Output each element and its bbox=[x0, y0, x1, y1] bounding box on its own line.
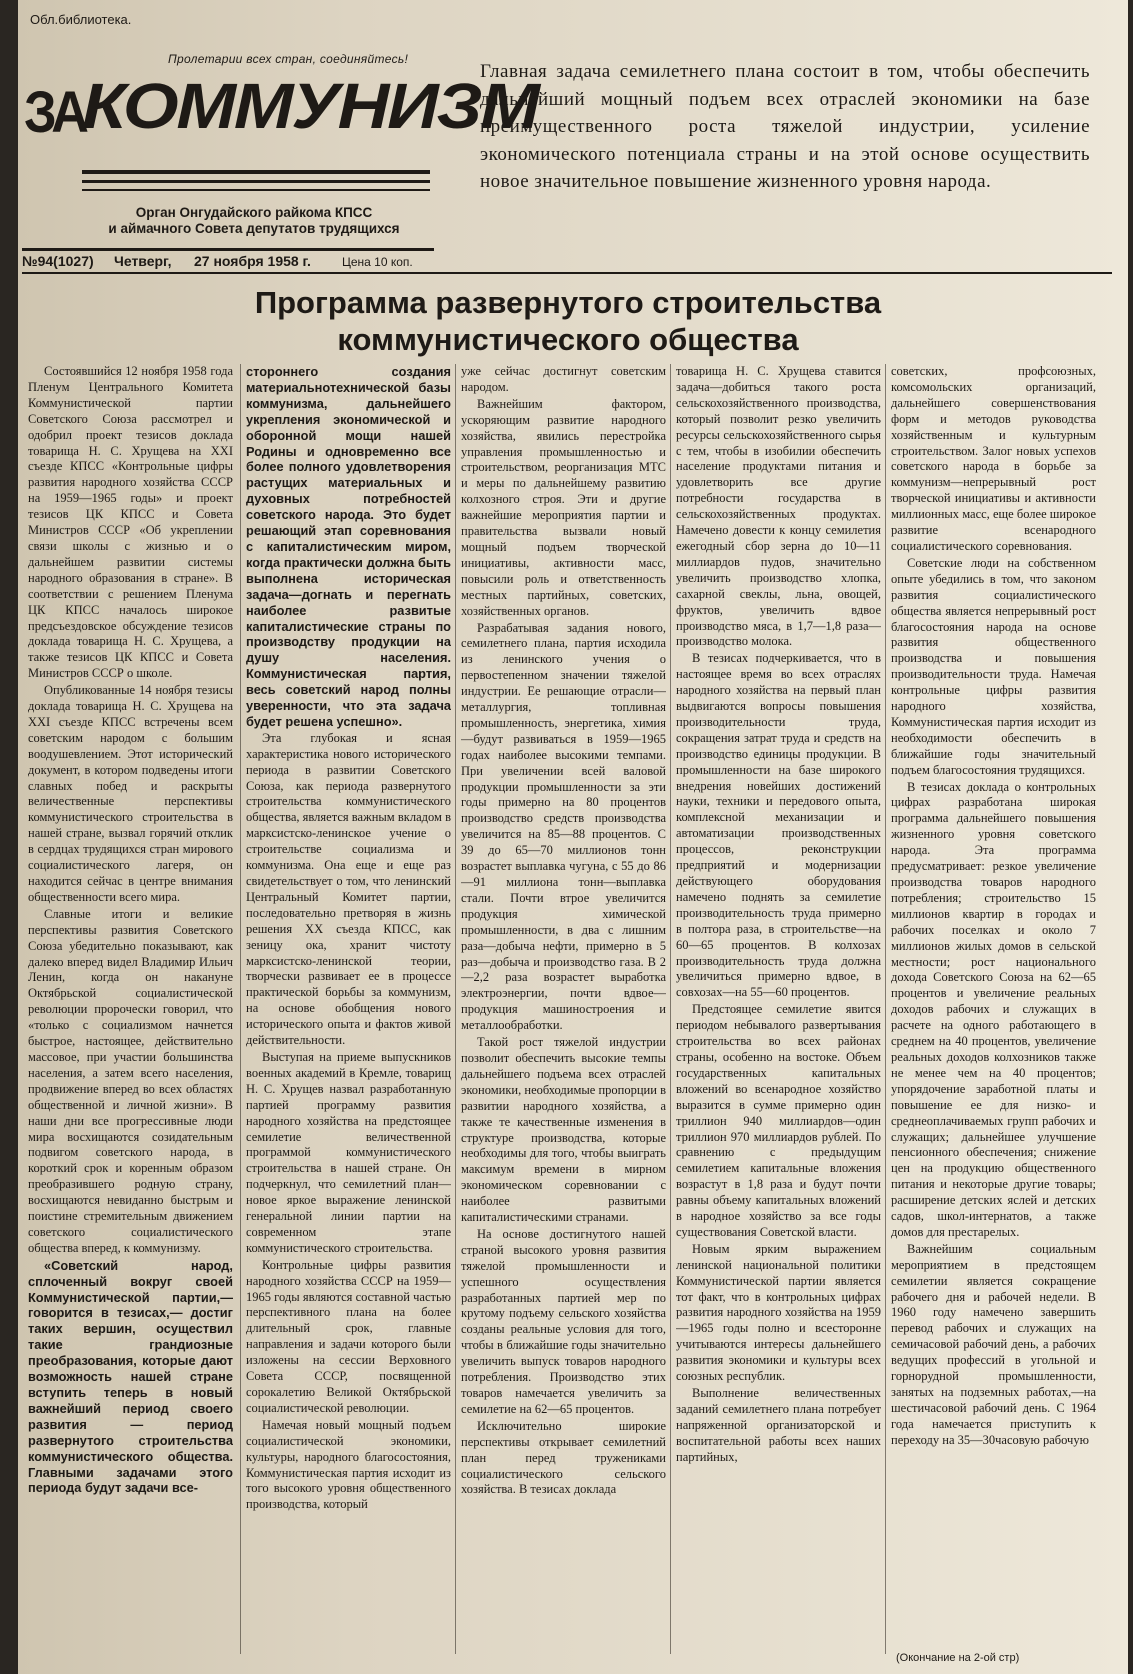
article-column bbox=[891, 364, 1096, 1649]
article-column bbox=[676, 364, 881, 1649]
article-paragraph: Важнейшим фактором, ускоряющим развитие народного хозяйства, явились перестройка управления промышленностью и строительством, реорганизация МТС и меры по дальнейшему развитию колхозного строя. Эти и другие важнейшие мероприятия партии и правительства вызвали новый мощный подъем творческой инициативы, активности масс, повысили роль и ответственность местных партийных, советских, хозяйственных органов. bbox=[461, 396, 666, 618]
article-paragraph: На основе достигнутого нашей страной высокого уровня развития тяжелой промышленности и успешного осуществления разработанных партией мер по крутому подъему сельского хозяйства созданы реальные условия для того, чтобы в ближайшие годы значительно увеличить выпуск товаров народного потребления. Производство этих товаров намечается увеличить за семилетие на 62—65 процентов. bbox=[461, 1226, 666, 1416]
article-column bbox=[246, 364, 451, 1649]
article-paragraph: Важнейшим социальным мероприятием в предстоящем семилетии является сокращение рабочего дня и рабочей недели. В 1960 году намечено завершить перевод рабочих и служащих на семичасовой рабочий день, а рабочих ведущих профессий в угольной и горнорудной промышленности, занятых на подземных работах,—на шестичасовой рабочий день. С 1964 года намечается приступить к переходу на 35—30часовую рабочую bbox=[891, 1241, 1096, 1447]
article-paragraph: Контрольные цифры развития народного хозяйства СССР на 1959—1965 годы являются составной частью перспективного плана на более длительный срок, главные направления и задачи которого были изложены на сессии Верховного Совета СССР, посвященной сорокалетию Великой Октябрьской социалистической революции. bbox=[246, 1257, 451, 1415]
article-paragraph: Такой рост тяжелой индустрии позволит обеспечить высокие темпы дальнейшего подъема всех отраслей экономики, необходимые пропорции в развитии народного хозяйства, а также те качественные изменения в структуре производства, которые необходимы для того, чтобы выиграть максимум времени в мирном экономическом соревновании с наиболее развитыми капиталистическими странами. bbox=[461, 1035, 666, 1225]
issue-price: Цена 10 коп. bbox=[342, 255, 413, 269]
article-column bbox=[461, 364, 666, 1649]
masthead-title: КОММУНИЗМ bbox=[82, 70, 538, 142]
continuation-note: (Окончание на 2-ой стр) bbox=[896, 1652, 1020, 1664]
article-paragraph: В тезисах доклада о контрольных цифрах разработана широкая программа дальнейшего повышения жизненного уровня советского народа. Эта программа предусматривает: резкое увеличение производства товаров народного потребления; строительство 15 миллионов квартир в городах и рабочих поселках и около 7 миллионов жилых домов в сельской местности; рост национального дохода Советского Союза на 62—65 процентов и увеличение реальных доходов рабочих и служащих в расчете на одного работающего в среднем на 40 процентов, увеличение реальных доходов колхозников также не менее чем на 40 процентов; упорядочение заработной платы и повышение ее для низко- и среднеоплачиваемых групп рабочих и служащих; дальнейшее улучшение пенсионного обеспечения; снижение цен на продукцию общественного питания и некоторые другие товары; расширение детских яслей и детских садов, школ-интернатов, а также домов для престарелых. bbox=[891, 779, 1096, 1239]
article-paragraph: Предстоящее семилетие явится периодом небывалого развертывания строительства во всех районах страны, особенно на востоке. Объем государственных капитальных вложений во всенародное хозяйство выразится в сумме примерно один триллион 940 миллиардов—один триллион 970 миллиардов рублей. По сравнению с предыдущим семилетием капитальные вложения возрастут в 1,8 раза и будут почти равны объему капитальных вложений в народное хозяйство за все годы существования Советской власти. bbox=[676, 1002, 881, 1239]
slogan: Пролетарии всех стран, соединяйтесь! bbox=[168, 52, 409, 66]
issue-bar bbox=[22, 248, 434, 273]
article-paragraph: Выступая на приеме выпускников военных академий в Кремле, товарищ Н. С. Хрущев назвал разработанную партией программу развития народного хозяйства на предстоящее семилетие величественной программой коммунистического строительства в нашей стране. Он подчеркнул, что семилетний план—новое яркое выражение ленинской генеральной линии партии на современном этапе коммунистического строительства. bbox=[246, 1049, 451, 1255]
header-rule bbox=[22, 272, 1112, 274]
masthead-rule bbox=[82, 189, 430, 191]
article-paragraph: уже сейчас достигнут советским народом. bbox=[461, 364, 666, 394]
issue-number: №94(1027) bbox=[22, 253, 94, 269]
organ-line-1: Орган Онгудайского райкома КПСС bbox=[135, 205, 373, 220]
article-paragraph: Намечая новый мощный подъем социалистической экономики, культуры, народного благосостояния, Коммунистическая партия исходит из того высокого уровня общественного производства, который bbox=[246, 1417, 451, 1512]
column-separator bbox=[670, 364, 671, 1654]
article-column bbox=[28, 364, 233, 1649]
article-paragraph: Исключительно широкие перспективы открывает семилетний план перед тружениками социалистического сельского хозяйства. В тезисах доклада bbox=[461, 1418, 666, 1497]
masthead-rule bbox=[82, 180, 430, 183]
headline-line-2: коммунистического общества bbox=[337, 322, 799, 357]
organ-line bbox=[74, 205, 434, 237]
column-separator bbox=[240, 364, 241, 1654]
masthead bbox=[24, 70, 538, 200]
masthead-rule bbox=[82, 170, 430, 174]
newspaper-page bbox=[18, 0, 1128, 1674]
article-paragraph: «Советский народ, сплоченный вокруг своей Коммунистической партии,— говорится в тезисах,— достиг таких вершин, осуществил такие грандиозные преобразования, которые дают возможность нашей стране вступить теперь в новый важнейший период своего развития — период развернутого строительства коммунистического общества. Главными задачами этого периода будут задачи все- bbox=[28, 1257, 233, 1496]
article-paragraph: Опубликованные 14 ноября тезисы доклада товарища Н. С. Хрущева на XXI съезде КПСС встречены всем советским народом с большим воодушевлением. Этот исторический документ, в котором подведены итоги славных побед и раскрыты величественные перспективы коммунистического строительства в нашей стране, вызвал горячий отклик в сердцах трудящихся стран мирового социалистического лагеря, он находится сейчас в центре внимания общественности всего мира. bbox=[28, 683, 233, 904]
lead-quote: Главная задача семилетнего плана состоит в том, чтобы обеспечить дальнейший мощный подъем всех отраслей экономики на базе преимущественного роста тяжелой индустрии, усиление экономического потенциала страны и на этой основе осуществить новое значительное повышение жизненного уровня народа. bbox=[480, 61, 1090, 192]
article-paragraph: советских, профсоюзных, комсомольских организаций, дальнейшего совершенствования форм и методов руководства хозяйственным и культурным строительством. Залог новых успехов советского народа в борьбе за коммунизм—непрерывный рост творческой инициативы и активности миллионных масс, еще более широкое развитие всенародного социалистического соревнования. bbox=[891, 364, 1096, 553]
article-paragraph: Советские люди на собственном опыте убедились в том, что законом развития социалистического общества является непрерывный рост благосостояния народа на основе развития общественного производства и повышения производительности труда. Намечая контрольные цифры развития народного хозяйства, Коммунистическая партия исходит из необходимости обеспечить в ближайшие годы значительный подъем благосостояния трудящихся. bbox=[891, 555, 1096, 777]
article-paragraph: Славные итоги и великие перспективы развития Советского Союза убедительно показывают, как далеко вперед видел Владимир Ильич Ленин, когда он накануне Октябрьской социалистической революции пророчески говорил, что «только с социализмом начнется быстрое, настоящее, действительно массовое, при участии большинства населения, а затем всего населения, продвижение вперед во всех областях общественной и личной жизни». В наши дни все прогрессивные люди мира восхищаются созидательным подвигом советского народа, в короткий срок и коренным образом преобразившего родную страну, восхищаются невиданно быстрым и поистине стремительным движением советского социалистического общества вперед, к коммунизму. bbox=[28, 906, 233, 1255]
article-paragraph: Выполнение величественных заданий семилетнего плана потребует напряженной организаторской и воспитательной работы всех наших партийных, bbox=[676, 1386, 881, 1464]
column-separator bbox=[885, 364, 886, 1654]
headline bbox=[118, 284, 1018, 358]
article-paragraph: стороннего создания материальнотехнической базы коммунизма, дальнейшего укрепления экономической и оборонной мощи нашей Родины и одновременно все более полного удовлетворения растущих материальных и духовных потребностей советского народа. Это будет решающий этап соревнования с капиталистическим миром, когда практически должна быть выполнена историческая задача—догнать и перегнать наиболее развитые капиталистические страны по производству продукции на душу населения. Коммунистическая партия, весь советский народ полны уверенности, что эта задача будет решена успешно». bbox=[246, 364, 451, 729]
article-paragraph: Разрабатывая задания нового, семилетнего плана, партия исходила из ленинского учения о первостепенном значении тяжелой индустрии. Ее решающие отрасли—металлургия, топливная промышленность, энергетика, химия—будут развиваться в 1959—1965 годах наиболее высокими темпами. При увеличении всей валовой продукции промышленности за эти годы примерно на 80 процентов производство средств производства увеличится на 85—88 процентов. С 39 до 65—70 миллионов тонн возрастет выплавка чугуна, с 55 до 86—91 миллиона тонн—выплавка стали. Почти втрое увеличится продукция химической промышленности, в два с лишним раза—добыча нефти, примерно в 5 раз—добыча и производство газа. В 2—2,2 раза возрастет выработка электроэнергии, почти вдвое—продукция машиностроения и металлообработки. bbox=[461, 620, 666, 1033]
headline-line-1: Программа развернутого строительства bbox=[254, 285, 882, 320]
library-stamp: Обл.библиотека. bbox=[30, 12, 132, 27]
article-paragraph: Состоявшийся 12 ноября 1958 года Пленум Центрального Комитета Коммунистической партии Советского Союза рассмотрел и одобрил проект тезисов доклада товарища Н. С. Хрущева на XXI съезде КПСС «Контрольные цифры развития народного хозяйства СССР на 1959—1965 годы» и проект тезисов ЦК КПСС и Совета Министров СССР «Об укреплении связи школы с жизнью и о дальнейшем развитии системы народного образования в стране». В соответствии с решением Пленума ЦК КПСС началось широкое предсъездовское обсуждение тезисов доклада товарища Н. С. Хрущева, а также тезисов ЦК КПСС и Совета Министров СССР о школе. bbox=[28, 364, 233, 681]
issue-date: 27 ноября 1958 г. bbox=[194, 253, 311, 269]
article-paragraph: товарища Н. С. Хрущева ставится задача—добиться такого роста сельскохозяйственного производства, который позволит резко увеличить ресурсы сельскохозяйственного сырья с тем, чтобы в изобилии обеспечить население продуктами питания и удовлетворить все другие потребности государства в сельскохозяйственных продуктах. Намечено довести к концу семилетия ежегодный сбор зерна до 10—11 миллиардов пудов, значительно увеличить производство хлопка, сахарной свеклы, льна, овощей, фруктов, увеличить вдвое производство мяса, в 1,7—1,8 раза—производство молока. bbox=[676, 364, 881, 649]
column-separator bbox=[455, 364, 456, 1654]
masthead-za: ЗА bbox=[24, 80, 84, 145]
organ-line-2: и аймачного Совета депутатов трудящихся bbox=[108, 221, 400, 236]
article-paragraph: В тезисах подчеркивается, что в настоящее время во всех отраслях народного хозяйства на первый план выдвигаются вопросы повышения производительности труда, сокращения затрат труда и средств на производство единицы продукции. В промышленности на базе широкого внедрения новейших достижений науки, техники и передового опыта, комплексной механизации и автоматизации производственных процессов, реконструкции предприятий и модернизации действующего оборудования намечено поднять за семилетие производительность труда примерно в полтора раза, в строительстве—на 60—65 процентов. В колхозах производительность труда должна увеличиться примерно вдвое, в совхозах—на 55—60 процентов. bbox=[676, 651, 881, 1000]
article-paragraph: Новым ярким выражением ленинской национальной политики Коммунистической партии является тот факт, что в контрольных цифрах развития народного хозяйства на 1959—1965 годы полно и всесторонне учитываются интересы дальнейшего развития экономики и культуры всех союзных республик. bbox=[676, 1241, 881, 1384]
issue-weekday: Четверг, bbox=[114, 253, 172, 269]
article-paragraph: Эта глубокая и ясная характеристика нового исторического периода в развитии Советского Союза, как периода развернутого строительства коммунистического общества, является важным вкладом в марксистско-ленинское учение о строительстве социализма и коммунизма. Она еще и еще раз свидетельствует о том, что ленинский Центральный Комитет партии, последовательно претворяя в жизнь решения XX съезда КПСС, как зеницу ока, хранит чистоту марксистско-ленинской теории, творчески развивает ее в процессе практической борьбы за коммунизм, на основе обобщения нового исторического опыта и фактов живой действительности. bbox=[246, 730, 451, 1048]
